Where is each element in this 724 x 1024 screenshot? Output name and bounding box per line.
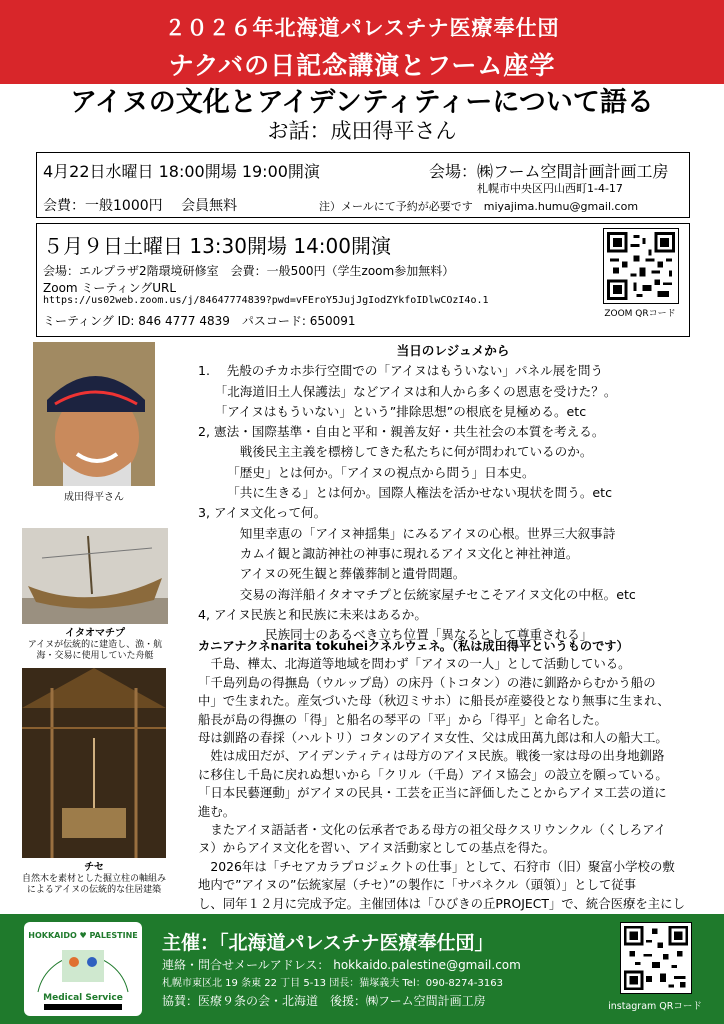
zoom-meeting-id: ミーティング ID: 846 4777 4839 パスコード: 650091 bbox=[43, 314, 356, 328]
bio-line: ヌ）からアイヌ文化を習い、アイヌ活動家としての基点を得た。 bbox=[198, 840, 556, 856]
bio-heading: カニアナクネnarita tokuheiクネルウェネ。（私は成田得平というものです） bbox=[198, 639, 629, 653]
resume-line: 民族同士のあるべき立ち位置「異なるとして尊重される」 bbox=[198, 627, 593, 643]
resume-line: カムイ観と諏訪神社の神事に現れるアイヌ文化と神社神道。 bbox=[198, 545, 579, 561]
event-1-datetime: 4月22日水曜日 18:00開場 19:00開演 bbox=[43, 162, 320, 181]
speaker-photo-caption: 成田得平さん bbox=[64, 492, 124, 503]
resume-line: 「歴史」とは何か。「アイヌの視点から問う」日本史。 bbox=[198, 464, 535, 480]
event-1-note: 注）メールにて予約が必要です miyajima.humu@gmail.com bbox=[319, 200, 639, 213]
footer-banner bbox=[0, 914, 724, 1024]
bio-line: に移住し千島に戻れぬ想いから「クリル（千島）アイヌ協会」の設立を願っている。 bbox=[198, 766, 668, 782]
resume-line: アイヌの死生観と葬儀葬制と遺骨問題。 bbox=[198, 566, 466, 582]
speaker-line: お話：成田得平さん bbox=[267, 119, 457, 143]
zoom-qr-label: ZOOM QRコード bbox=[604, 309, 676, 319]
bio-section bbox=[198, 637, 710, 932]
bio-line: 進む。 bbox=[198, 803, 236, 819]
resume-line: 「北海道旧土人保護法」などアイヌは和人から多くの恩恵を受けた？。 bbox=[198, 383, 617, 399]
zoom-url[interactable]: https://us02web.zoom.us/j/84647774839?pwd=vFEroY5JujJgIodZYkfoIDlwCOzI4o.1 bbox=[43, 295, 489, 306]
event-1-fee: 会費：一般1000円 会員無料 bbox=[43, 198, 238, 214]
sponsors: 協賛：医療９条の会・北海道 後援：㈱フーム空間計画工房 bbox=[162, 994, 486, 1008]
resume-heading: 当日のレジュメから bbox=[396, 343, 510, 358]
zoom-url-label: Zoom ミーティングURL bbox=[43, 281, 177, 295]
organizer: 主催：「北海道パレスチナ医療奉仕団」 bbox=[162, 932, 494, 954]
event-series-title: ナクバの日記念講演とフーム座学 bbox=[168, 51, 556, 80]
speaker-photo bbox=[33, 342, 155, 486]
resume-line: 2, 憲法・国際基準・自由と平和・親善友好・共生社会の本質を考える。 bbox=[198, 424, 605, 440]
resume-line: 交易の海洋船イタオマチプと伝統家屋チセこそアイヌ文化の中枢。etc bbox=[198, 586, 636, 602]
boat-caption-text: アイヌが伝統的に建造し、漁・航海・交易に使用していた舟艇 bbox=[27, 640, 163, 661]
logo-text-bottom: Medical Service bbox=[43, 993, 123, 1003]
bio-line: し、同年１２月に完成予定。主催団体は「ひびきの丘PROJECT」で、統合医療を主にし bbox=[198, 895, 685, 911]
organizer-address: 札幌市東区北 19 条東 22 丁目 5-13 団長：猫塚義夫 Tel：090-8274-3163 bbox=[162, 978, 503, 989]
event-1-box bbox=[36, 152, 690, 218]
event-2-datetime: ５月９日土曜日 13:30開場 14:00開演 bbox=[43, 234, 391, 258]
hokkaido-palestine-logo bbox=[24, 922, 142, 1016]
resume-line: 知里幸恵の「アイヌ神揺集」にみるアイヌの心根。世界三大叙事詩 bbox=[198, 525, 616, 541]
chise-caption-title: チセ bbox=[84, 862, 104, 873]
event-2-box bbox=[36, 223, 690, 337]
bio-line: 「日本民藝運動」がアイヌの民具・工芸を正当に評価したことからアイヌ工芸の道に bbox=[198, 785, 667, 801]
resume-line: 3, アイヌ文化って何。 bbox=[198, 505, 327, 521]
zoom-qr-code[interactable] bbox=[603, 228, 679, 304]
bio-line: 地内で”アイヌの”伝統家屋（チセ）”の製作に「サパネクル（頭領）」として従事 bbox=[198, 877, 637, 893]
event-1-address: 札幌市中央区円山西町1-4-17 bbox=[477, 182, 623, 195]
resume-line: 「共に生きる」とは何か。国際人権法を活かせない現状を問う。etc bbox=[198, 485, 613, 501]
itaomachip-boat-photo bbox=[22, 528, 168, 624]
bio-line: 千島、樺太、北海道等地域を問わず「アイヌの一人」として活動している。 bbox=[198, 656, 631, 672]
resume-line: 戦後民主主義を標榜してきた私たちに何が問われているのか。 bbox=[198, 444, 593, 460]
bio-line: またアイヌ語話者・文化の伝承者である母方の祖父母クスリウンクル（くしろアイ bbox=[198, 822, 666, 838]
main-title: アイヌの文化とアイデンティティーについて語る bbox=[70, 87, 654, 118]
bio-line: 中」で生まれた。産気づいた母（秋辺ミサホ）に船長が産婆役となり無事に生まれ、 bbox=[198, 693, 670, 709]
logo-text-top: HOKKAIDO ♥ PALESTINE bbox=[28, 931, 138, 940]
resume-line: 「アイヌはもういない」という”排除思想”の根底を見極める。etc bbox=[198, 403, 587, 419]
chise-house-photo bbox=[22, 668, 166, 858]
bio-line: 船長が島の得撫の「得」と船名の琴平の「平」から「得平」と命名した。 bbox=[198, 711, 607, 727]
bio-line: 母は釧路の春採（ハルトリ）コタンのアイヌ女性、父は成田萬九郎は和人の船大工。 bbox=[198, 730, 668, 746]
event-2-venue: 会場：エルプラザ2階環境研修室 会費：一般500円（学生zoom参加無料） bbox=[43, 264, 455, 278]
chise-caption-text: 自然木を素材とした掘立柱の軸組みによるアイヌの伝統的な住居建築 bbox=[21, 874, 166, 895]
instagram-qr-label: instagram QRコード bbox=[608, 1001, 702, 1012]
boat-caption-title: イタオマチプ bbox=[65, 628, 125, 639]
bio-line: 「千島列島の得撫島（ウルップ島）の床丹（トコタン）の港に釧路からむかう船の bbox=[198, 674, 656, 690]
resume-line: 4, アイヌ民族と和民族に未来はあるか。 bbox=[198, 606, 427, 622]
resume-line: 1. 先般のチカホ歩行空間での「アイヌはもういない」パネル展を問う bbox=[198, 363, 604, 379]
org-year-title: ２０２６年北海道パレスチナ医療奉仕団 bbox=[164, 16, 560, 40]
resume-section bbox=[198, 341, 708, 645]
bio-line: 2026年は「チセアカラプロジェクトの仕事」として、石狩市（旧）聚富小学校の敷 bbox=[198, 858, 675, 874]
event-1-venue: 会場：㈱フーム空間計画計画工房 bbox=[429, 162, 669, 181]
bio-line: 姓は成田だが、アイデンティティは母方のアイヌ民族。戦後一家は母の出身地釧路 bbox=[198, 748, 665, 764]
instagram-qr-code[interactable] bbox=[620, 922, 692, 994]
header-banner bbox=[0, 0, 724, 84]
contact-email[interactable]: 連絡・問合せメールアドレス： hokkaido.palestine@gmail.com bbox=[162, 958, 521, 972]
